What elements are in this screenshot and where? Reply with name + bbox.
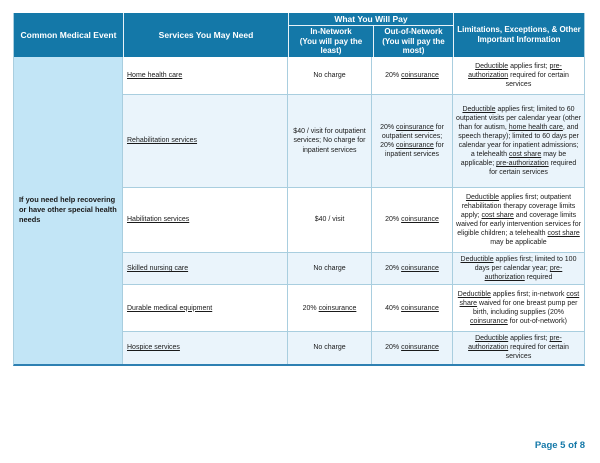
text-segment: for outpatient services; 20% — [380, 123, 444, 149]
in-network-cost — [288, 188, 372, 252]
glossary-term-link[interactable]: Deductible — [475, 62, 509, 70]
text-segment: for out-of-network) — [507, 318, 567, 326]
glossary-term-link[interactable]: Deductible — [457, 291, 491, 299]
header-services-you-may-need: Services You May Need — [123, 13, 288, 57]
service-name-link[interactable]: Hospice services — [123, 332, 288, 363]
benefits-table — [13, 13, 585, 366]
header-pay-group — [288, 13, 453, 57]
table-row — [123, 95, 584, 188]
glossary-term-link[interactable]: home health care — [508, 123, 563, 131]
glossary-term-link[interactable]: pre-authorization — [496, 160, 549, 168]
glossary-term-link[interactable]: cost share — [459, 291, 580, 308]
glossary-term-link[interactable]: coinsurance — [318, 304, 357, 312]
glossary-term-link[interactable]: pre-authorization — [484, 265, 563, 282]
text-segment: No charge — [313, 71, 346, 79]
table-row — [123, 285, 584, 332]
text-segment: and coverage limits waived for early intervention services for eligible children; a telehealth — [456, 211, 581, 238]
service-name-link[interactable]: Habilitation services — [123, 188, 288, 252]
text-segment: 40% — [385, 304, 402, 312]
glossary-term-link[interactable]: coinsurance — [401, 71, 439, 79]
service-name-link[interactable]: Home health care — [123, 57, 288, 94]
out-of-network-subtitle: (You will pay the most) — [382, 36, 445, 56]
service-name-link[interactable]: Durable medical equipment — [123, 285, 288, 331]
text-segment: required for certain services — [505, 71, 569, 89]
glossary-term-link[interactable]: coinsurance — [401, 265, 439, 273]
limitations-text — [453, 332, 584, 363]
table-body — [14, 57, 584, 364]
text-segment: applies first; outpatient rehabilitation therapy coverage limits apply; — [460, 193, 576, 219]
text-segment: applies first; limited to 60 outpatient visits per calendar year (other than for autism, — [456, 105, 581, 131]
glossary-term-link[interactable]: pre-authorization — [468, 62, 562, 79]
in-network-cost — [288, 253, 372, 284]
glossary-term-link[interactable]: Deductible — [465, 193, 500, 201]
header-what-you-will-pay: What You Will Pay — [289, 13, 453, 26]
glossary-term-link[interactable]: coinsurance — [470, 318, 508, 326]
table-row — [123, 188, 584, 253]
in-network-cost — [288, 332, 372, 363]
glossary-term-link[interactable]: cost share — [481, 211, 514, 219]
text-segment: required — [524, 274, 553, 282]
text-segment: $40 / visit for outpatient services; No charge for inpatient services — [293, 128, 366, 154]
text-segment: 20% — [385, 216, 402, 224]
table-header-row — [14, 13, 584, 57]
limitations-text — [453, 285, 584, 331]
text-segment: 20% — [380, 123, 397, 131]
text-segment: No charge — [313, 265, 346, 273]
out-of-network-cost — [372, 188, 453, 252]
limitations-text — [453, 253, 584, 284]
text-segment: applies first; — [508, 335, 550, 343]
text-segment: 20% — [385, 344, 402, 352]
out-of-network-cost — [372, 285, 453, 331]
out-of-network-title: Out-of-Network — [384, 27, 443, 37]
table-row — [123, 253, 584, 285]
limitations-text — [453, 57, 584, 94]
table-row — [123, 57, 584, 95]
text-segment: required for certain services — [505, 344, 569, 361]
text-segment: 20% — [302, 304, 319, 312]
glossary-term-link[interactable]: coinsurance — [401, 216, 439, 224]
text-segment: applies first; — [508, 62, 550, 70]
out-of-network-cost — [372, 332, 453, 363]
header-pay-columns — [289, 26, 453, 57]
service-name-link[interactable]: Rehabilitation services — [123, 95, 288, 187]
header-common-medical-event: Common Medical Event — [20, 29, 117, 40]
glossary-term-link[interactable]: Deductible — [462, 105, 496, 113]
text-segment: required for certain services — [489, 160, 577, 177]
text-segment: $40 / visit — [314, 216, 345, 224]
glossary-term-link[interactable]: Deductible — [460, 256, 494, 263]
service-name-link[interactable]: Skilled nursing care — [123, 253, 288, 284]
text-segment: waived for one breast pump per birth, including supplies (20% — [472, 300, 578, 317]
in-network-cost — [288, 285, 372, 331]
limitations-text — [453, 95, 584, 187]
service-rows — [123, 57, 584, 364]
header-in-network — [289, 26, 373, 57]
text-segment: No charge — [313, 344, 346, 352]
out-of-network-cost — [372, 253, 453, 284]
text-segment: , and speech therapy); limited to 60 days per calendar year for inpatient admissions; a telehealth — [458, 123, 579, 159]
glossary-term-link[interactable]: cost share — [508, 151, 542, 159]
out-of-network-cost — [372, 57, 453, 94]
glossary-term-link[interactable]: Deductible — [475, 335, 509, 343]
text-segment: 20% — [385, 71, 402, 79]
glossary-term-link[interactable]: coinsurance — [396, 142, 434, 149]
header-out-of-network — [373, 26, 453, 57]
page-number: Page 5 of 8 — [534, 440, 585, 451]
glossary-term-link[interactable]: coinsurance — [396, 123, 434, 131]
limitations-text — [453, 188, 584, 252]
in-network-subtitle: (You will pay the least) — [299, 36, 363, 56]
glossary-term-link[interactable]: coinsurance — [401, 344, 439, 352]
text-segment: applies first; limited to 100 days per calendar year; — [474, 256, 577, 273]
medical-event-label: If you need help recovering or have other special health needs — [14, 57, 123, 364]
text-segment: applies first; in-network — [490, 291, 567, 299]
in-network-title: In-Network — [310, 27, 352, 37]
out-of-network-cost — [372, 95, 453, 187]
glossary-term-link[interactable]: pre-authorization — [468, 335, 562, 352]
header-limitations-exceptions: Limitations, Exceptions, & Other Important Information — [453, 13, 584, 57]
table-row — [123, 332, 584, 363]
text-segment: may be applicable; — [460, 151, 567, 168]
glossary-term-link[interactable]: coinsurance — [401, 304, 439, 312]
text-segment: 20% — [385, 265, 402, 273]
text-segment: for inpatient services — [384, 142, 444, 159]
text-segment: may be applicable — [490, 239, 547, 247]
in-network-cost — [288, 95, 372, 187]
glossary-term-link[interactable]: cost share — [547, 230, 580, 238]
in-network-cost — [288, 57, 372, 94]
